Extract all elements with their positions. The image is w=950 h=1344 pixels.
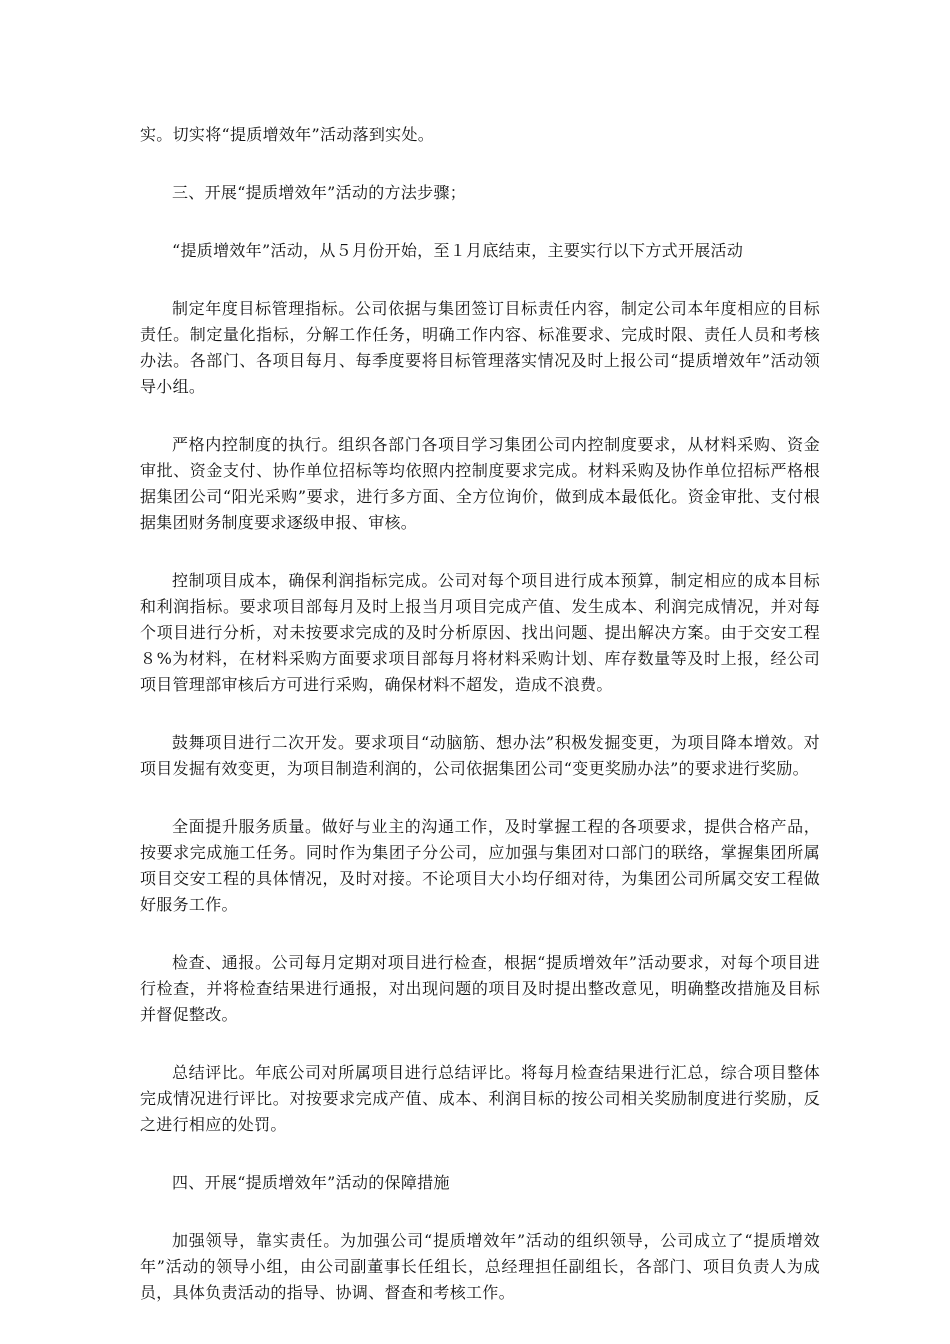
paragraph-target-management: 制定年度目标管理指标。公司依据与集团签订目标责任内容，制定公司本年度相应的目标责任。制定量化指标，分解工作任务，明确工作内容、标准要求、完成时限、责任人员和考核办法。各部门、各项目每月、每季度要将目标管理落实情况及时上报公司“提质增效年”活动领导小组。 bbox=[140, 299, 820, 396]
paragraph-schedule: “提质增效年”活动，从５月份开始，至１月底结束，主要实行以下方式开展活动 bbox=[172, 241, 744, 260]
section-heading-4: 四、开展“提质增效年”活动的保障措施 bbox=[172, 1173, 450, 1192]
paragraph-service-quality: 全面提升服务质量。做好与业主的沟通工作，及时掌握工程的各项要求，提供合格产品，按要求完成施工任务。同时作为集团子分公司，应加强与集团对口部门的联络，掌握集团所属项目交安工程的具体情况，及时对接。不论项目大小均仔细对待，为集团公司所属交安工程做好服务工作。 bbox=[140, 817, 820, 914]
paragraph-leadership: 加强领导，靠实责任。为加强公司“提质增效年”活动的组织领导，公司成立了“提质增效年”活动的领导小组，由公司副董事长任组长，总经理担任副组长，各部门、项目负责人为成员，具体负责活动的指导、协调、督查和考核工作。 bbox=[140, 1231, 820, 1302]
paragraph-evaluation: 总结评比。年底公司对所属项目进行总结评比。将每月检查结果进行汇总，综合项目整体完成情况进行评比。对按要求完成产值、成本、利润目标的按公司相关奖励制度进行奖励，反之进行相应的处罚。 bbox=[140, 1063, 820, 1134]
document-body bbox=[140, 122, 820, 1338]
paragraph-continuation: 实。切实将“提质增效年”活动落到实处。 bbox=[140, 125, 435, 144]
paragraph-cost-control: 控制项目成本，确保利润指标完成。公司对每个项目进行成本预算，制定相应的成本目标和利润指标。要求项目部每月及时上报当月项目完成产值、发生成本、利润完成情况，并对每个项目进行分析，对未按要求完成的及时分析原因、找出问题、提出解决方案。由于交安工程８%为材料，在材料采购方面要求项目部每月将材料采购计划、库存数量等及时上报，经公司项目管理部审核后方可进行采购，确保材料不超发，造成不浪费。 bbox=[140, 571, 820, 694]
paragraph-inspection: 检查、通报。公司每月定期对项目进行检查，根据“提质增效年”活动要求，对每个项目进行检查，并将检查结果进行通报，对出现问题的项目及时提出整改意见，明确整改措施及目标并督促整改。 bbox=[140, 953, 820, 1024]
section-heading-3: 三、开展“提质增效年”活动的方法步骤； bbox=[172, 183, 467, 202]
paragraph-secondary-development: 鼓舞项目进行二次开发。要求项目“动脑筋、想办法”积极发掘变更，为项目降本增效。对项目发掘有效变更，为项目制造利润的，公司依据集团公司“变更奖励办法”的要求进行奖励。 bbox=[140, 733, 820, 778]
paragraph-internal-control: 严格内控制度的执行。组织各部门各项目学习集团公司内控制度要求，从材料采购、资金审批、资金支付、协作单位招标等均依照内控制度要求完成。材料采购及协作单位招标严格根据集团公司“阳光采购”要求，进行多方面、全方位询价，做到成本最低化。资金审批、支付根据集团财务制度要求逐级申报、审核。 bbox=[140, 435, 820, 532]
